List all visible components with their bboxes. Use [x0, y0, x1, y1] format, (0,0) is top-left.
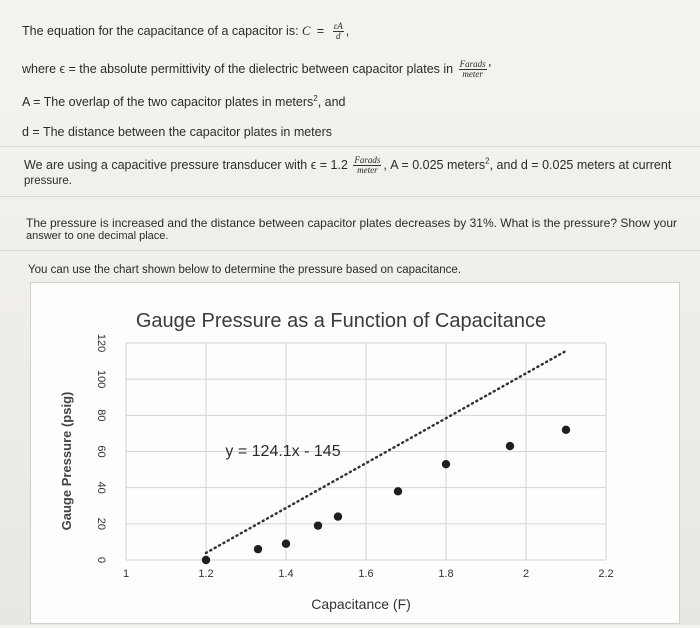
data-point — [442, 460, 450, 468]
pressure-chart — [31, 283, 679, 623]
transducer-unit-denominator: meter — [357, 165, 378, 175]
question-line-end: answer to one decimal place. — [26, 230, 169, 242]
transducer-area-text: , A = 0.025 meters — [383, 157, 486, 172]
tick-labels-layer — [95, 334, 614, 580]
permittivity-definition-text: where ϵ = the absolute permittivity of the dielectric between capacitor plates in — [22, 61, 454, 76]
transducer-unit-numerator: Farads — [354, 155, 381, 165]
x-tick-label: 1 — [122, 568, 130, 580]
y-tick-label: 40 — [95, 481, 107, 494]
grid-layer — [126, 343, 606, 560]
formula-lhs: C — [302, 23, 311, 38]
transducer-distance-text: , and d = 0.025 meters at current — [489, 157, 672, 172]
divider-line — [0, 146, 700, 147]
divider-line-2 — [0, 196, 700, 197]
y-tick-label: 20 — [95, 517, 107, 530]
x-axis-label: Capacitance (F) — [311, 596, 411, 612]
data-point — [506, 442, 514, 450]
transducer-intro-text: We are using a capacitive pressure transducer with ϵ = 1.2 — [24, 157, 348, 172]
unit-denominator: meter — [462, 69, 483, 79]
equation-intro-text: The equation for the capacitance of a capacitor is: — [22, 23, 299, 38]
data-point — [254, 545, 262, 553]
y-axis-label: Gauge Pressure (psig) — [59, 391, 74, 531]
chart-title: Gauge Pressure as a Function of Capacitance — [135, 310, 547, 332]
permittivity-line-end: ' — [488, 61, 491, 76]
chart-instruction-line: You can use the chart shown below to determine the pressure based on capacitance. — [28, 264, 462, 276]
transducer-area-exponent: 2 — [485, 156, 490, 166]
transducer-unit-fraction — [353, 156, 381, 175]
area-exponent: 2 — [313, 94, 318, 103]
distance-definition-line: d = The distance between the capacitor plates in meters — [22, 125, 333, 139]
transducer-parameters-line — [24, 156, 671, 175]
question-line: The pressure is increased and the distance between capacitor plates decreases by 31%. What is the pressure? Show your — [26, 216, 678, 230]
y-tick-label: 80 — [95, 409, 107, 422]
data-point — [334, 512, 342, 520]
y-tick-label: 120 — [95, 333, 107, 353]
area-definition-line — [22, 94, 346, 109]
divider-line-3 — [0, 250, 700, 251]
x-tick-label: 1.6 — [358, 568, 374, 580]
chart-container — [30, 282, 680, 624]
area-definition-end: , and — [317, 95, 346, 110]
permittivity-definition-line — [22, 60, 491, 79]
x-tick-label: 1.4 — [278, 568, 294, 580]
y-tick-label: 100 — [95, 369, 107, 389]
data-point — [394, 487, 402, 495]
data-point — [282, 540, 290, 548]
formula-equals: = — [316, 23, 325, 38]
x-tick-label: 1.2 — [198, 568, 214, 580]
transducer-parameters-line-end: pressure. — [24, 175, 72, 187]
data-point — [562, 426, 570, 434]
x-tick-label: 2.2 — [598, 568, 614, 580]
capacitance-equation-line — [22, 22, 349, 41]
data-point — [314, 521, 322, 529]
x-tick-label: 1.8 — [438, 568, 454, 580]
trendline-equation-label: y = 124.1x - 145 — [225, 443, 341, 460]
unit-numerator: Farads — [459, 59, 486, 69]
formula-denominator: d — [335, 31, 341, 41]
x-tick-label: 2 — [522, 568, 530, 580]
area-definition-text: A = The overlap of the two capacitor plates in meters — [22, 95, 314, 110]
data-point — [202, 556, 210, 564]
formula-comma: , — [345, 23, 350, 38]
farads-per-meter-unit — [459, 60, 487, 79]
y-tick-label: 60 — [95, 445, 107, 458]
formula-fraction — [333, 22, 344, 41]
formula-numerator: εA — [333, 21, 343, 31]
y-tick-label: 0 — [95, 556, 107, 564]
